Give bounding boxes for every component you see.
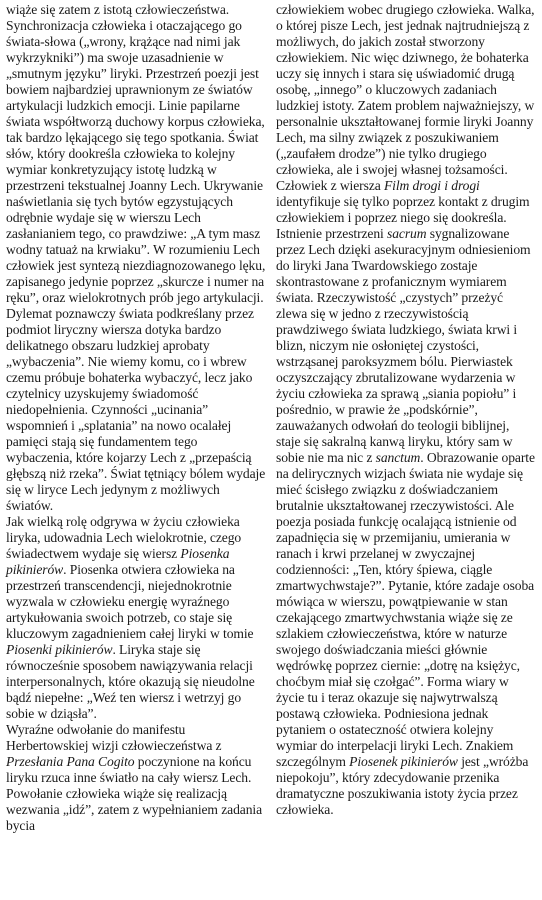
left-paragraph bbox=[6, 514, 266, 722]
left-paragraph bbox=[6, 722, 266, 834]
italic-title: sacrum bbox=[387, 226, 427, 241]
text-run: . Liryka staje się równocześnie sposobem nawiązywania relacji interpersonalnych, które okazują się nieudolne bądź niepełne: „Weź ten wiersz i wetrzyj go sobie w dziąsła”. bbox=[6, 642, 255, 721]
text-run: wiąże się zatem z istotą człowieczeństwa. Synchronizacja człowieka i otaczającego go świata-słowa („wrony, krążące nad nimi jak wykrzykniki”) ma swoje uzasadnienie w „smutnym języku” liryki. Przestrzeń poezji jest bowiem najbardziej uprawnionym ze światów artykulacji ludzkich emocji. Linie papilarne świata współtworzą duchowy korpus człowieka, tak bardzo lękającego się tego spotkania. Świat słów, który dookreśla człowieka to kolejny wymiar konkretyzujący istotę ludzką w przestrzeni tekstualnej Joanny Lech. Ukrywanie naświetlania się tych bytów egzystujących odrębnie wydaje się w wierszu Lech zasłanianiem tego, co prawdziwe: „A tym masz wodny tatuaż na krwiaku”. W rozumieniu Lech człowiek jest syntezą niezdiagnozowanego lęku, zapisanego jedynie poprzez „skurcze i numer na ręku”, oraz wielokrotnych prób jego artykulacji. Dylemat poznawczy świata podkreślany przez podmiot liryczny wiersza dotyka bardzo delikatnego obszaru ludzkiej aprobaty „wybaczenia”. Nie wiemy komu, co i wbrew czemu próbuje bohaterka wybaczyć, lecz jako czytelnicy uzyskujemy świadomość niedopełnienia. Czynności „ucinania” wspomnień i „splatania” na nowo ocalałej pamięci stają się fundamentem tego wybaczenia, które kojarzy Lech z „przepaścią głębszą niż rzeka”. Świat tętniący bólem wydaje się w liryce Lech jedynym z możliwych światów. bbox=[6, 2, 266, 513]
text-run: . Piosenka otwiera człowieka na przestrzeń transcendencji, niejednokrotnie wyzwala w człowieku energię wyraźnego artykułowania swoich potrzeb, co staje się kluczowym zagadnieniem całej liryki w tomie bbox=[6, 562, 254, 641]
italic-title: Piosenki pikinierów bbox=[6, 642, 113, 657]
text-run: Wyraźne odwołanie do manifestu Herbertowskiej wizji człowieczeństwa z bbox=[6, 722, 222, 753]
italic-title: Przesłania Pana Cogito bbox=[6, 754, 135, 769]
italic-title: Piosenek pikinierów bbox=[349, 754, 458, 769]
text-run: identyfikuje się tylko poprzez kontakt z drugim człowiekiem i poprzez niego się dookreśla. Istnienie przestrzeni bbox=[276, 194, 530, 241]
italic-title: sanctum bbox=[375, 450, 421, 465]
text-run: . Obrazowanie oparte na delirycznych wizjach świata nie wydaje się mieć ścisłego związku z doświadczaniem brutalnie ukształtowanej rzeczywistości. Ale poezja posiada funkcję ocalającą istnienie od zapadnięcia się w przemijaniu, umierania w ranach i krwi przelanej w zwyczajnej codzienności: „Ten, który śpiewa, ciągle zmartwychwstaje?”. Pytanie, które zadaje osoba mówiąca w wierszu, powątpiewanie w stan czekającego zmartwychwstania wiąże się ze szlakiem człowieczeństwa, które w naturze swojego doświadczania mieści głównie wędrówkę poprzez ciernie: „dotrę na księżyc, choćbym miał się czołgać”. Forma wiary w życie tu i teraz okazuje się najwytrwalszą postawą człowieka. Podniesiona jednak pytaniem o ostateczność otwiera kolejny wymiar do interpelacji liryki Lech. Znakiem szczególnym bbox=[276, 450, 535, 769]
left-column bbox=[6, 2, 266, 900]
italic-title: Piosenka pikinierów bbox=[6, 546, 230, 577]
right-paragraph bbox=[276, 2, 536, 818]
text-run: sygnalizowane przez Lech dzięki asekuracyjnym odniesieniom do liryki Jana Twardowskiego zostaje skontrastowane z profanicznym wymiarem świata. Rzeczywistość „czystych” przeżyć zlewa się w jedno z rzeczywistością prawdziwego świata ludzkiego, świata krwi i blizn, niczym nie osłoniętej czystości, wstrząsanej paroksyzmem bólu. Pierwiastek oczyszczający zbrutalizowane wydarzenia w życiu człowieka za sprawą „siania popiołu” i pośrednio, w prawie że „podskórnie”, zauważanych odwołań do teologii biblijnej, staje się sakralną kanwą liryku, który sam w sobie nie ma nic z bbox=[276, 226, 531, 465]
italic-title: Film drogi i drogi bbox=[383, 178, 480, 193]
text-run: jest „wróżba niepokoju”, który zdecydowanie przenika dramatyczne poszukiwania istoty życia przez człowieka. bbox=[276, 754, 529, 817]
text-run: Jak wielką rolę odgrywa w życiu człowieka liryka, udowadnia Lech wielokrotnie, czego świadectwem wydaje się wiersz bbox=[6, 514, 242, 561]
text-run: poczynione na końcu liryku rzuca inne światło na cały wiersz Lech. Powołanie człowieka wiąże się realizacją wezwania „idź”, zatem z wypełnianiem zadania bycia bbox=[6, 754, 263, 833]
left-paragraph bbox=[6, 2, 266, 514]
right-column bbox=[276, 2, 536, 900]
text-run: człowiekiem wobec drugiego człowieka. Walka, o której pisze Lech, jest jednak najtrudniejszą z możliwych, do jakich został stworzony człowiekiem. Nic więc dziwnego, że bohaterka uczy się innych i stara się uświadomić drugą osobę, „innego” o kluczowych zadaniach ludzkiej istoty. Zatem problem najważniejszy, w personalnie ukształtowanej formie liryki Joanny Lech, ma silny związek z poszukiwaniem („zaufałem drodze”) nie tylko drugiego człowieka, ale i swojej własnej tożsamości. Człowiek z wiersza bbox=[276, 2, 535, 193]
